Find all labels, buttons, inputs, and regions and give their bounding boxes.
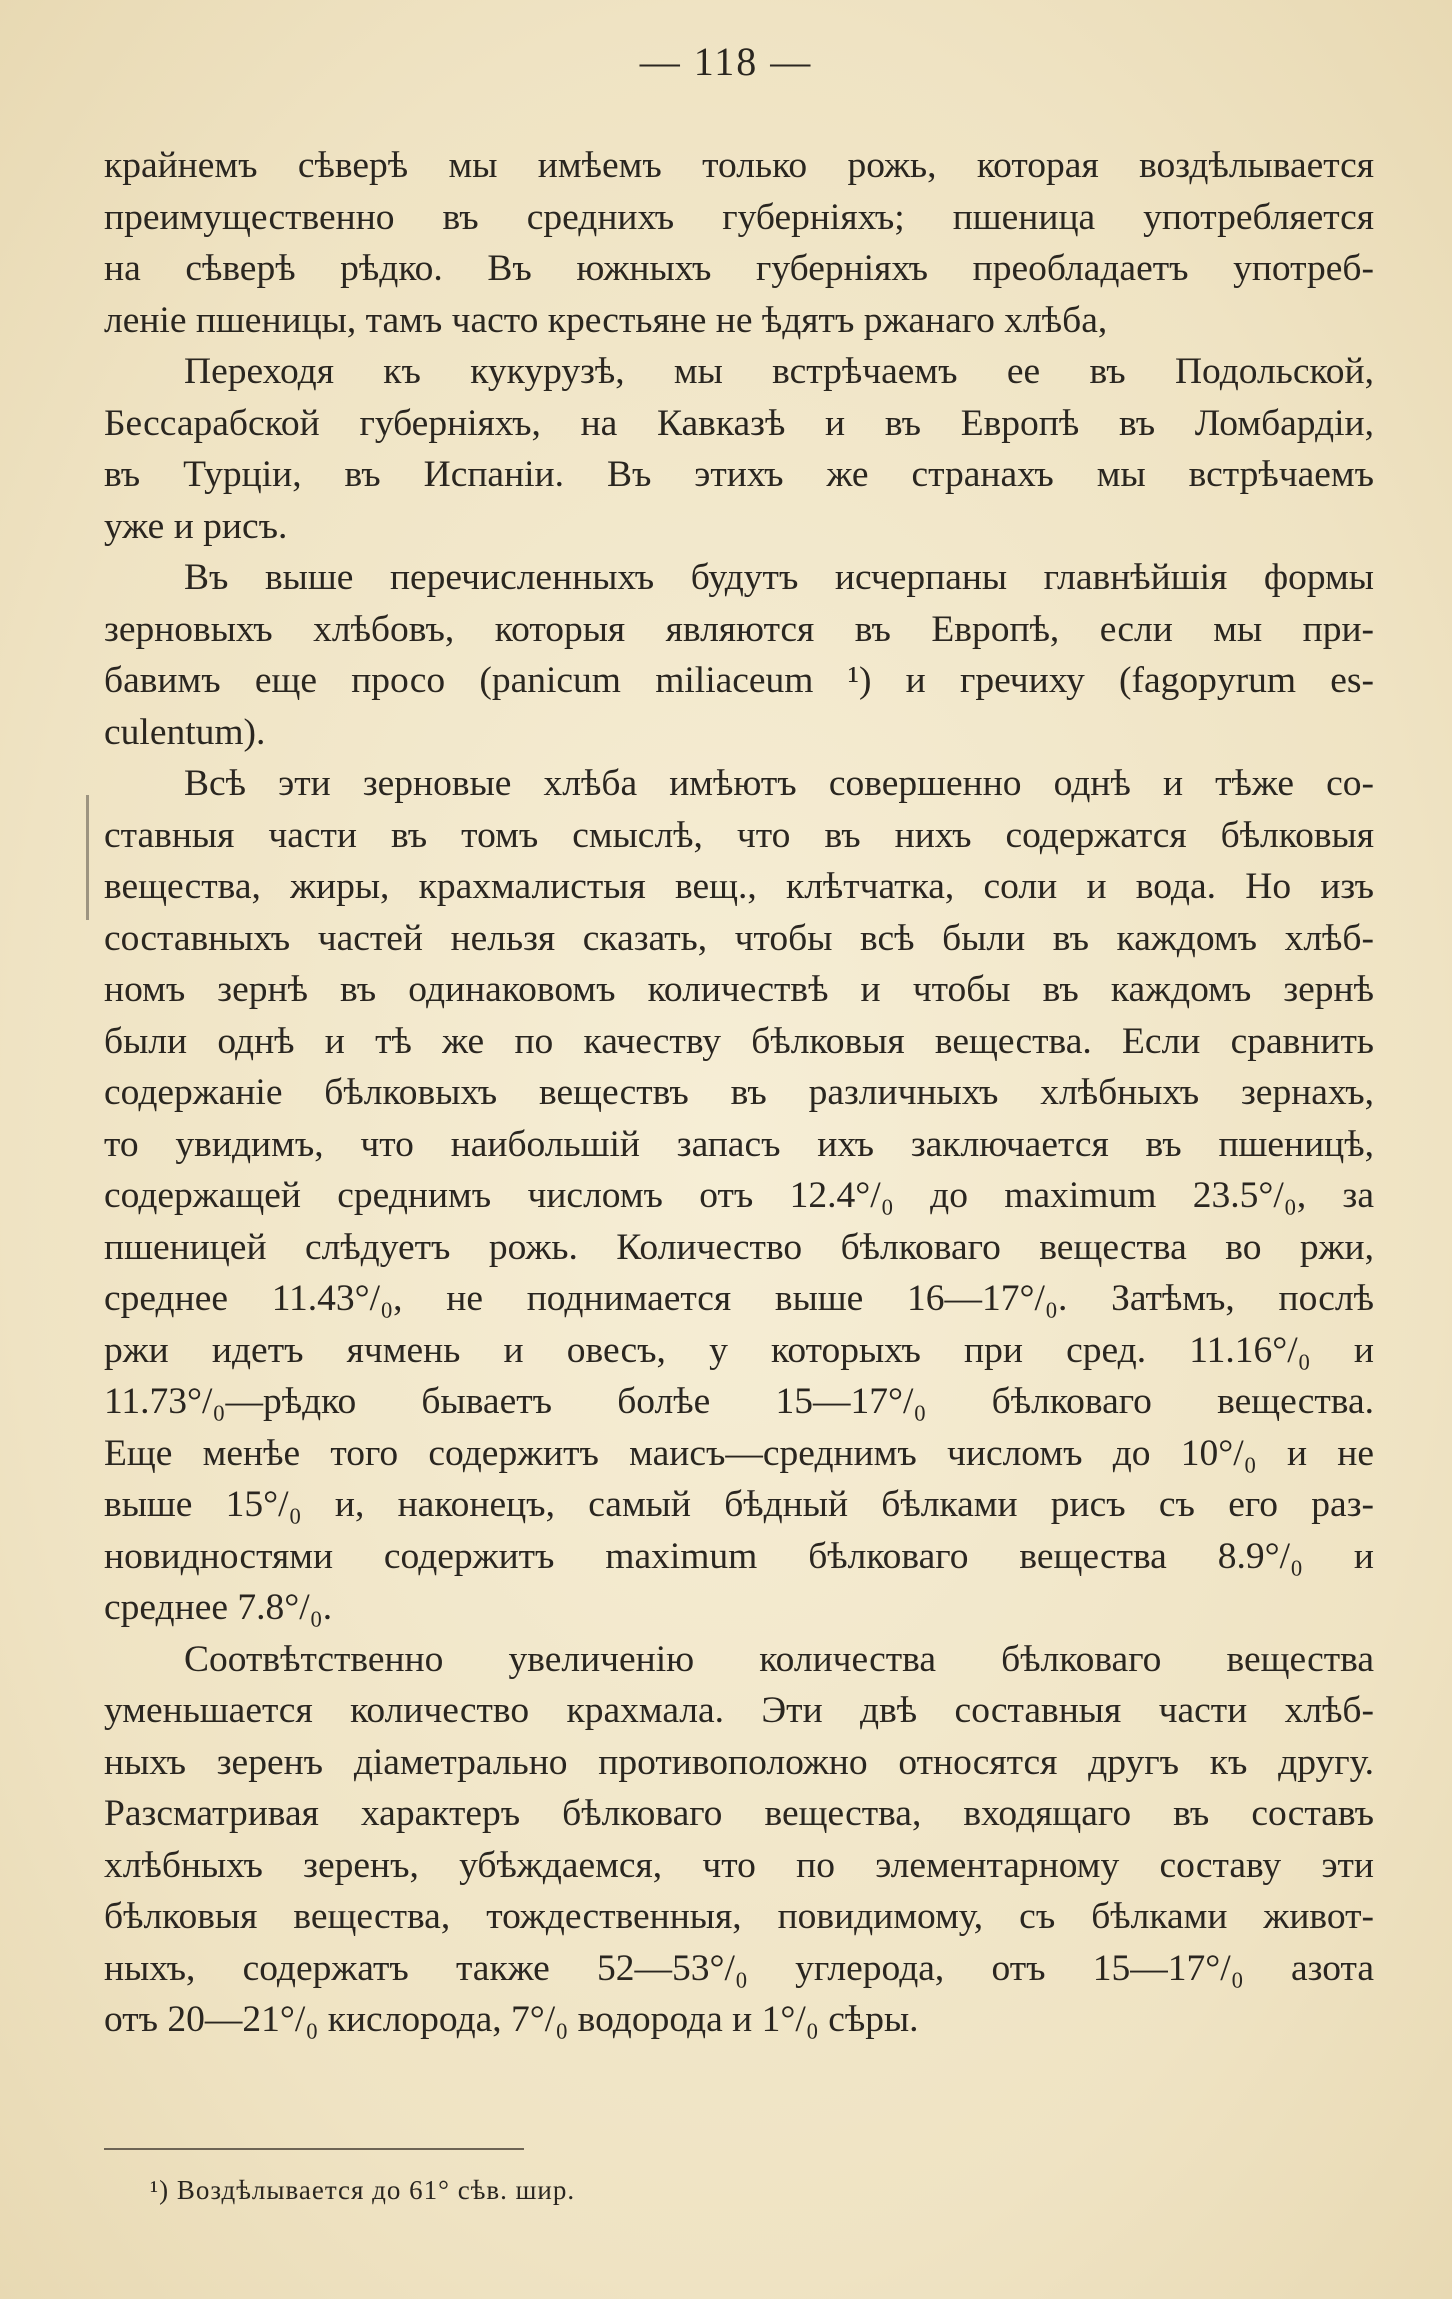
text-line: зерновыхъ хлѣбовъ, которыя являются въ Европѣ, если мы при- [104,608,1374,650]
text-line: среднее 11.43°/₀, не поднимается выше 16—17°/₀. Затѣмъ, послѣ [104,1278,1374,1319]
text-line: отъ 20—21°/₀ кислорода, 7°/₀ водорода и 1°/₀ сѣры. [104,1999,919,2040]
text-line: уменьшается количество крахмала. Эти двѣ составныя части хлѣб- [104,1690,1374,1731]
margin-pencil-mark [86,795,89,920]
text-line: 11.73°/₀—рѣдко бываетъ болѣе 15—17°/₀ бѣлковаго вещества. [104,1381,1374,1422]
text-line: хлѣбныхъ зеренъ, убѣждаемся, что по элементарному составу эти [104,1844,1374,1886]
text-line: бѣлковыя вещества, тождественныя, повидимому, съ бѣлками живот- [104,1896,1374,1937]
body-text [104,140,1374,2046]
text-line: содержаніе бѣлковыхъ веществъ въ различныхъ хлѣбныхъ зернахъ, [104,1072,1374,1113]
text-line: леніе пшеницы, тамъ часто крестьяне не ѣдятъ ржанаго хлѣба, [104,299,1108,341]
text-line: были однѣ и тѣ же по качеству бѣлковыя вещества. Если сравнить [104,1020,1374,1062]
text-line: бавимъ еще просо (panicum miliaceum ¹) и гречиху (fagopyrum es- [104,660,1374,701]
text-line: новидностями содержитъ maximum бѣлковаго вещества 8.9°/₀ и [104,1535,1374,1577]
text-line: вещества, жиры, крахмалистыя вещ., клѣтчатка, соли и вода. Но изъ [104,866,1374,907]
text-line: преимущественно въ среднихъ губерніяхъ; пшеница употребляется [104,196,1374,238]
text-line: ставныя части въ томъ смыслѣ, что въ нихъ содержатся бѣлковыя [104,814,1374,856]
text-line: Разсматривая характеръ бѣлковаго вещества, входящаго въ составъ [104,1793,1374,1834]
text-line: то увидимъ, что наибольшій запасъ ихъ заключается въ пшеницѣ, [104,1123,1374,1165]
text-line: Въ выше перечисленныхъ будутъ исчерпаны главнѣйшія формы [184,557,1374,598]
text-line: выше 15°/₀ и, наконецъ, самый бѣдный бѣлками рисъ съ его раз- [104,1484,1374,1525]
text-line: Соотвѣтственно увеличенію количества бѣлковаго вещества [184,1638,1374,1680]
text-line: Переходя къ кукурузѣ, мы встрѣчаемъ ее въ Подольской, [184,351,1374,392]
text-line: среднее 7.8°/₀. [104,1587,333,1628]
text-line: составныхъ частей нельзя сказать, чтобы всѣ были въ каждомъ хлѣб- [104,917,1374,959]
text-line: Бессарабской губерніяхъ, на Кавказѣ и въ Европѣ въ Ломбардіи, [104,402,1374,444]
text-line: уже и рисъ. [104,505,288,547]
text-line: Еще менѣе того содержитъ маисъ—среднимъ числомъ до 10°/₀ и не [104,1432,1374,1474]
footnote: ¹) Воздѣлывается до 61° сѣв. шир. [150,2175,576,2205]
text-line: пшеницей слѣдуетъ рожь. Количество бѣлковаго вещества во ржи, [104,1226,1374,1268]
text-line: ныхъ зеренъ діаметрально противоположно относятся другъ къ другу. [104,1741,1374,1783]
text-line: крайнемъ сѣверѣ мы имѣемъ только рожь, которая воздѣлывается [104,145,1374,186]
text-line: Всѣ эти зерновые хлѣба имѣютъ совершенно однѣ и тѣже со- [184,763,1374,804]
text-line: ныхъ, содержатъ также 52—53°/₀ углерода, отъ 15—17°/₀ азота [104,1947,1374,1989]
text-line: на сѣверѣ рѣдко. Въ южныхъ губерніяхъ преобладаетъ употреб- [104,248,1374,289]
text-line: номъ зернѣ въ одинаковомъ количествѣ и чтобы въ каждомъ зернѣ [104,969,1374,1010]
footnote-divider [104,2148,524,2150]
page-number: — 118 — [639,39,813,84]
text-line: culentum). [104,711,266,753]
text-line: въ Турціи, въ Испаніи. Въ этихъ же странахъ мы встрѣчаемъ [104,454,1374,495]
text-line: содержащей среднимъ числомъ отъ 12.4°/₀ до maximum 23.5°/₀, за [104,1175,1374,1216]
text-line: ржи идетъ ячмень и овесъ, у которыхъ при сред. 11.16°/₀ и [104,1329,1374,1371]
